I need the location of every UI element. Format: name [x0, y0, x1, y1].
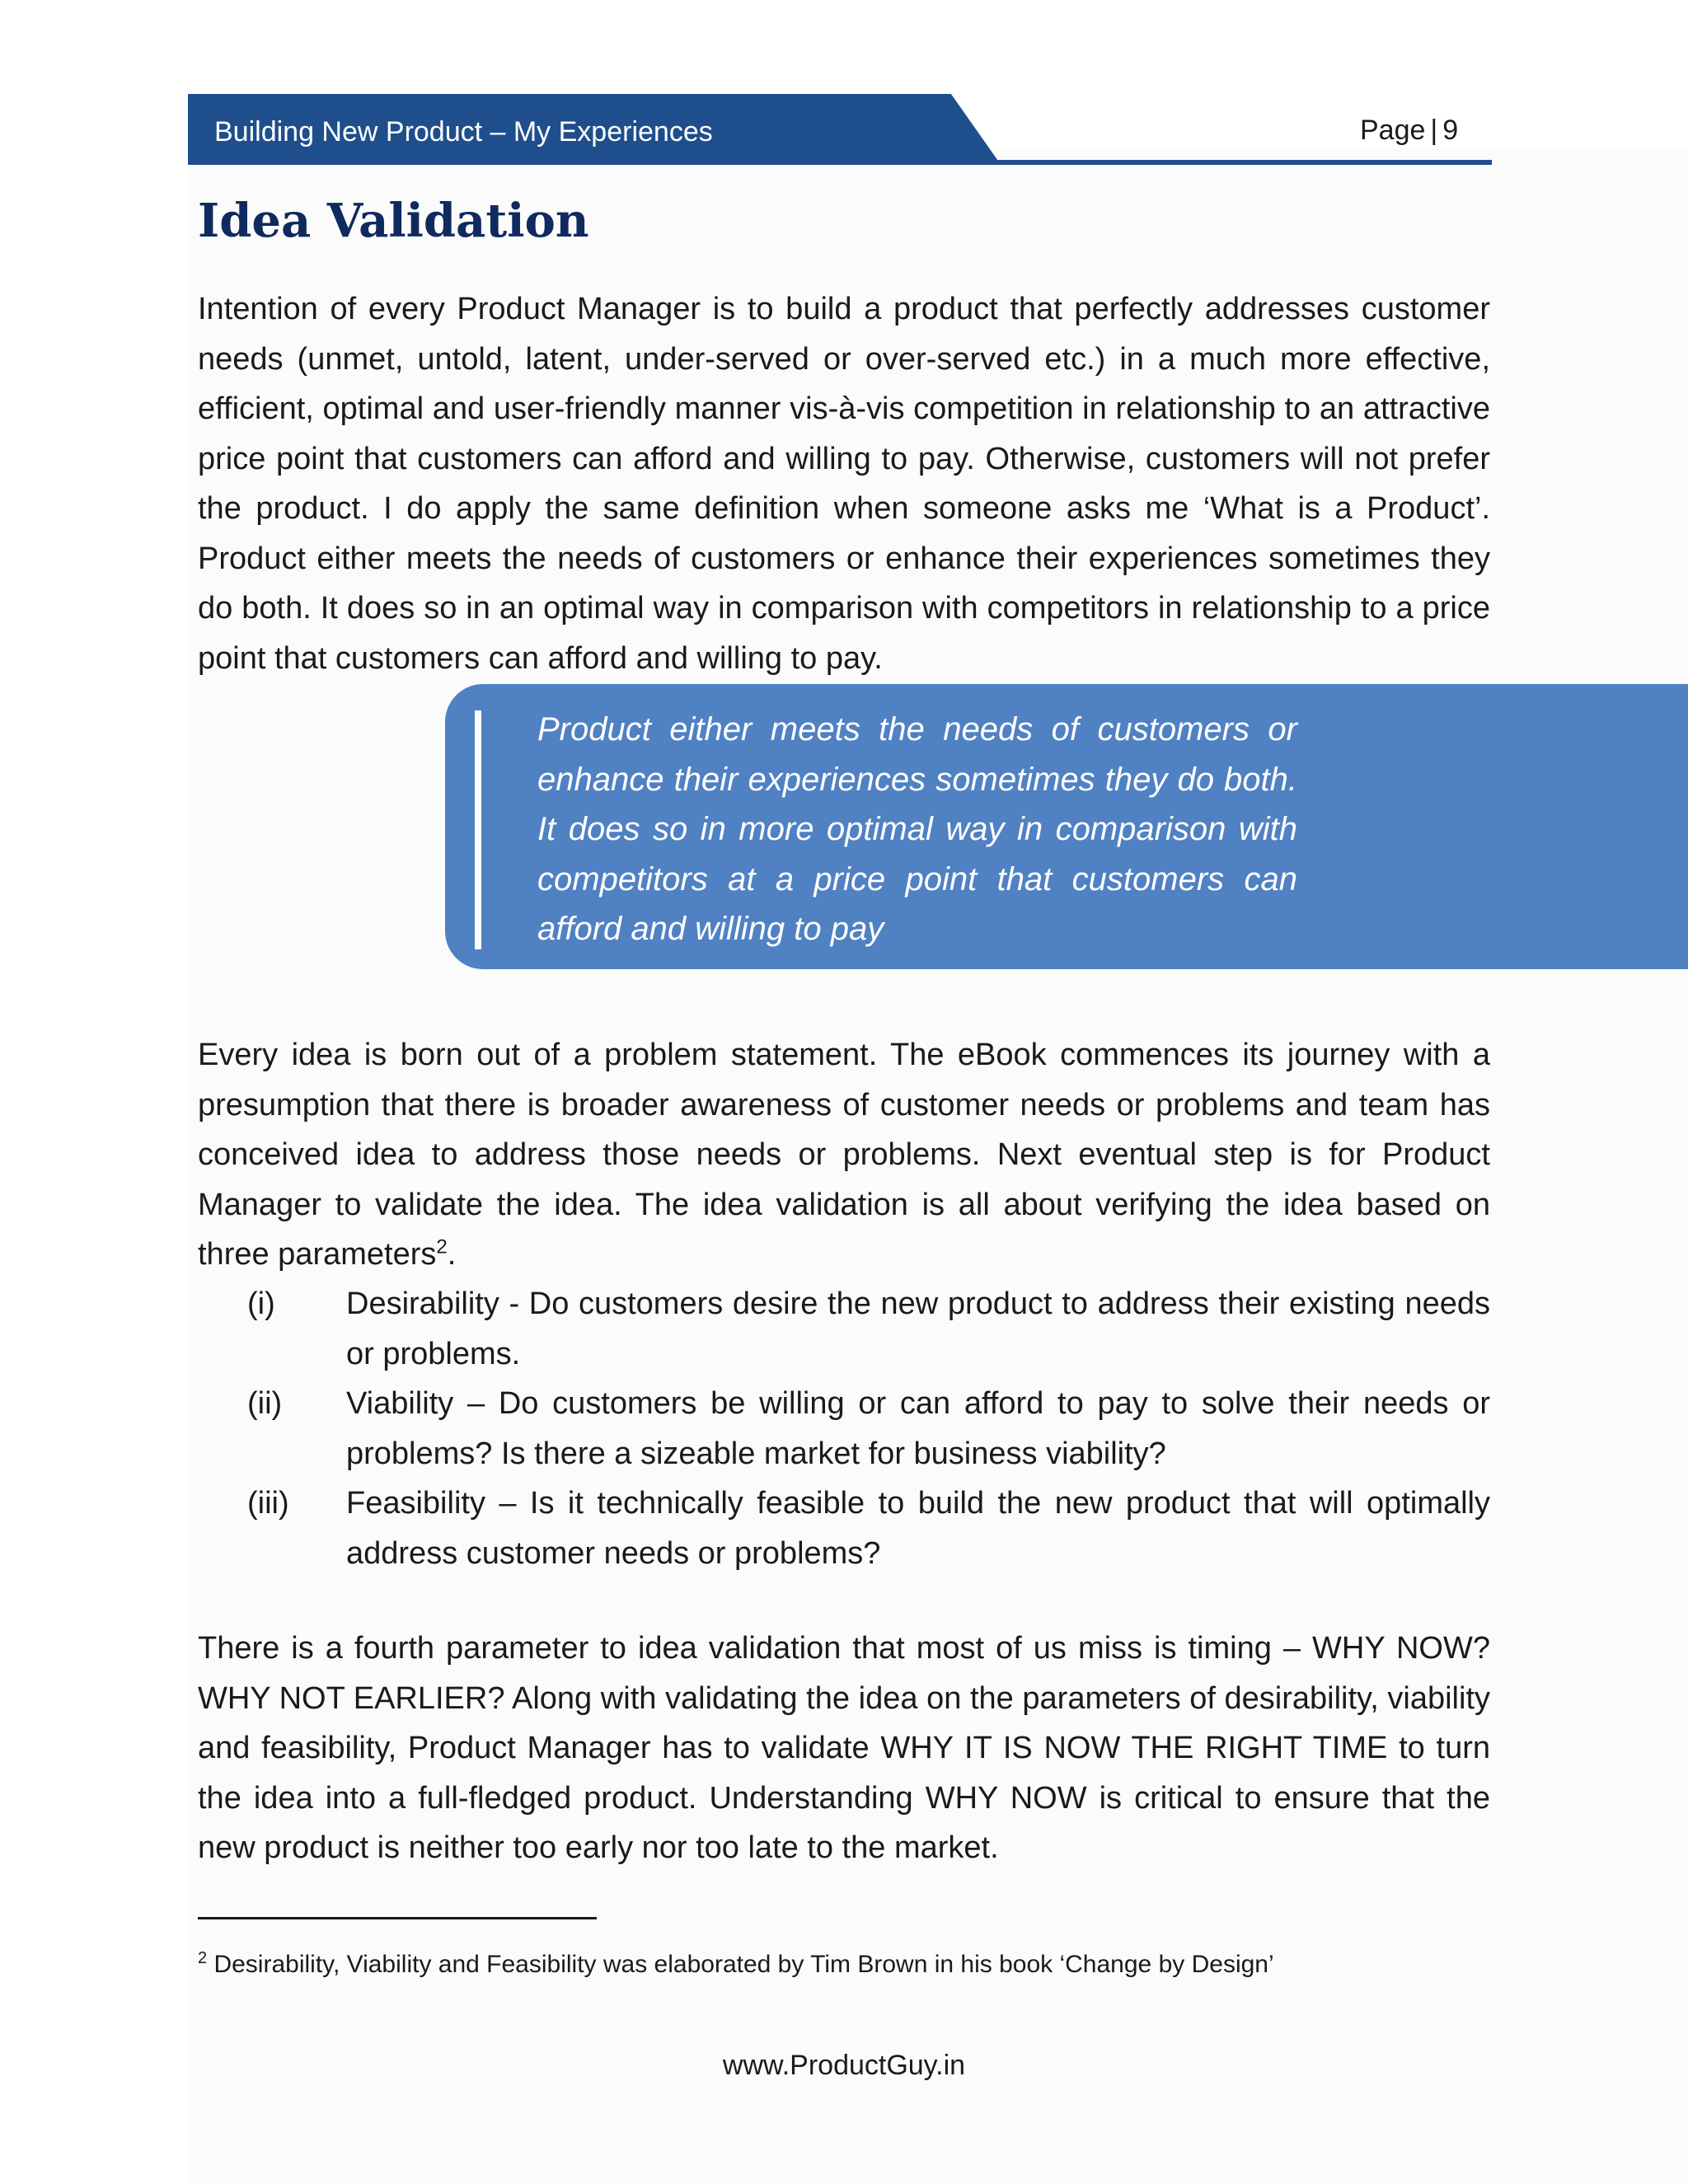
- problem-statement-paragraph: [198, 1030, 1490, 1280]
- pull-quote-bar: [475, 710, 481, 949]
- header-page-number: [1360, 112, 1458, 148]
- footnote-text: Desirability, Viability and Feasibility was elaborated by Tim Brown in his book ‘Change by Design’: [207, 1951, 1274, 1978]
- page-separator: |: [1430, 115, 1438, 146]
- list-item: [198, 1479, 1490, 1578]
- list-marker: (ii): [247, 1386, 283, 1421]
- fourth-parameter-paragraph: There is a fourth parameter to idea validation that most of us miss is timing – WHY NOW? WHY NOT EARLIER? Along with validating the idea on the parameters of desirability, viability and feasibility, Product Manager has to validate WHY IT IS NOW THE RIGHT TIME to turn the idea into a full-fledged product. Understanding WHY NOW is critical to ensure that the new product is neither too early nor too late to the market.: [198, 1631, 1490, 1865]
- list-item: [198, 1279, 1490, 1379]
- list-item: [198, 1379, 1490, 1479]
- page-label: Page: [1360, 115, 1426, 146]
- list-marker: (iii): [247, 1486, 289, 1521]
- list-item-text: Viability – Do customers be willing or can afford to pay to solve their needs or problems? Is there a sizeable market for business viability?: [346, 1386, 1490, 1471]
- header-rule: [188, 160, 1492, 165]
- list-item-text: Desirability - Do customers desire the new product to address their existing needs or problems.: [346, 1286, 1490, 1371]
- footnote: [198, 1948, 1490, 1981]
- footnote-number: 2: [198, 1949, 208, 1967]
- problem-statement-end: .: [447, 1237, 457, 1272]
- header-title: Building New Product – My Experiences: [214, 116, 713, 148]
- pull-quote-text: Product either meets the needs of customers or enhance their experiences sometimes they do both. It does so in more optimal way in comparison with competitors at a price point that customers can afford and willing to pay: [537, 711, 1297, 947]
- page-number: 9: [1442, 115, 1459, 146]
- footer-url[interactable]: www.ProductGuy.in: [722, 2050, 966, 2081]
- list-item-text: Feasibility – Is it technically feasible to build the new product that will optimally address customer needs or problems?: [346, 1486, 1490, 1571]
- section-heading: Idea Validation: [198, 194, 589, 248]
- parameter-list: [198, 1279, 1490, 1578]
- list-marker: (i): [247, 1286, 275, 1321]
- problem-statement-text: Every idea is born out of a problem statement. The eBook commences its journey with a presumption that there is broader awareness of customer needs or problems and team has conceived idea to address those needs or problems. Next eventual step is for Product Manager to validate the idea. The idea validation is all about verifying the idea based on three parameters: [198, 1038, 1490, 1272]
- footnote-separator: [198, 1917, 597, 1919]
- footnote-reference[interactable]: 2: [436, 1235, 448, 1258]
- intro-paragraph: Intention of every Product Manager is to build a product that perfectly addresses customer needs (unmet, untold, latent, under-served or over-served etc.) in a much more effective, efficient, optimal and user-friendly manner vis-à-vis competition in relationship to an attractive price point that customers can afford and willing to pay. Otherwise, customers will not prefer the product. I do apply the same definition when someone asks me ‘What is a Product’. Product either meets the needs of customers or enhance their experiences sometimes they do both. It does so in an optimal way in comparison with competitors in relationship to a price point that customers can afford and willing to pay.: [198, 292, 1490, 676]
